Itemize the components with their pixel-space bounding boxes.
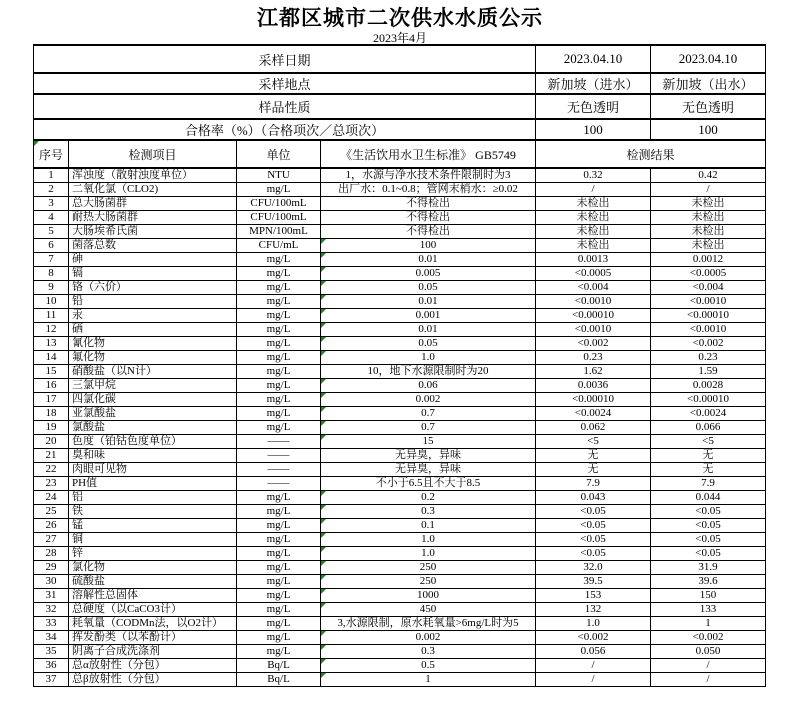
row-no: 34 [34,631,69,645]
result-inlet: 153 [536,589,651,603]
result-outlet: 0.23 [651,351,766,365]
unit: —— [237,435,321,449]
result-outlet: <0.0010 [651,323,766,337]
result-inlet: 未检出 [536,211,651,225]
table-row [34,547,766,561]
result-outlet: <0.05 [651,519,766,533]
table-row [34,631,766,645]
sampling-date-inlet: 2023.04.10 [536,45,651,73]
standard-value: 1.0 [321,351,536,365]
result-outlet: <0.0005 [651,267,766,281]
item-name: 耐热大肠菌群 [69,211,237,225]
standard-value: 1.0 [321,547,536,561]
table-row [34,463,766,477]
standard-value: 0.002 [321,631,536,645]
result-outlet: <0.05 [651,505,766,519]
info-row-sampling-location [34,73,766,94]
result-outlet: <0.002 [651,631,766,645]
table-row [34,659,766,673]
result-inlet: 未检出 [536,225,651,239]
standard-value: 0.3 [321,645,536,659]
header-no: 序号 [34,140,69,168]
row-no: 17 [34,393,69,407]
standard-value: 出厂水：0.1~0.8；管网末梢水：≥0.02 [321,183,536,197]
sample-nature-outlet: 无色透明 [651,94,766,119]
unit: mg/L [237,253,321,267]
standard-value: 0.7 [321,407,536,421]
result-outlet: / [651,183,766,197]
info-row-sampling-date [34,45,766,73]
row-no: 7 [34,253,69,267]
unit: mg/L [237,547,321,561]
unit: CFU/100mL [237,197,321,211]
result-inlet: 1.0 [536,617,651,631]
row-no: 37 [34,673,69,687]
result-inlet: <0.05 [536,519,651,533]
table-row [34,197,766,211]
item-name: 锰 [69,519,237,533]
item-name: 总硬度（以CaCO3计） [69,603,237,617]
result-outlet: <0.004 [651,281,766,295]
row-no: 29 [34,561,69,575]
sampling-date-outlet: 2023.04.10 [651,45,766,73]
table-row [34,533,766,547]
result-inlet: 无 [536,463,651,477]
standard-value: 100 [321,239,536,253]
item-name: 溶解性总固体 [69,589,237,603]
table-row [34,477,766,491]
standard-value: 0.001 [321,309,536,323]
result-outlet: <0.05 [651,547,766,561]
table-row [34,645,766,659]
item-name: 亚氯酸盐 [69,407,237,421]
result-outlet: 0.0028 [651,379,766,393]
item-name: 三氯甲烷 [69,379,237,393]
result-outlet: <0.002 [651,337,766,351]
item-name: 臭和味 [69,449,237,463]
result-outlet: <0.00010 [651,309,766,323]
table-row [34,337,766,351]
table-row [34,253,766,267]
row-no: 19 [34,421,69,435]
sample-nature-inlet: 无色透明 [536,94,651,119]
row-no: 4 [34,211,69,225]
unit: —— [237,477,321,491]
item-name: 铝 [69,491,237,505]
standard-value: 0.05 [321,337,536,351]
result-outlet: 1 [651,617,766,631]
table-row [34,351,766,365]
result-inlet: / [536,659,651,673]
table-row [34,323,766,337]
item-name: 汞 [69,309,237,323]
unit: —— [237,463,321,477]
result-outlet: 未检出 [651,211,766,225]
unit: mg/L [237,561,321,575]
unit: mg/L [237,407,321,421]
unit: mg/L [237,323,321,337]
unit: mg/L [237,617,321,631]
row-no: 35 [34,645,69,659]
standard-value: 0.1 [321,519,536,533]
table-row [34,239,766,253]
result-inlet: 0.056 [536,645,651,659]
unit: MPN/100mL [237,225,321,239]
item-name: 铁 [69,505,237,519]
sampling-location-label: 采样地点 [34,73,536,94]
item-name: 铜 [69,533,237,547]
standard-value: 250 [321,575,536,589]
info-row-sample-nature [34,94,766,119]
result-outlet: <0.0010 [651,295,766,309]
results-body [34,168,766,687]
table-row [34,603,766,617]
item-name: 铬（六价） [69,281,237,295]
item-name: 肉眼可见物 [69,463,237,477]
unit: mg/L [237,421,321,435]
row-no: 22 [34,463,69,477]
result-inlet: 无 [536,449,651,463]
unit: mg/L [237,631,321,645]
row-no: 18 [34,407,69,421]
row-no: 27 [34,533,69,547]
item-name: 硝酸盐（以N计） [69,365,237,379]
standard-value: 无异臭，异味 [321,463,536,477]
table-row [34,421,766,435]
row-no: 28 [34,547,69,561]
row-no: 3 [34,197,69,211]
table-row [34,281,766,295]
page-title: 江都区城市二次供水水质公示 [257,6,543,30]
result-outlet: / [651,659,766,673]
row-no: 30 [34,575,69,589]
unit: mg/L [237,589,321,603]
result-inlet: <0.05 [536,533,651,547]
row-no: 6 [34,239,69,253]
standard-value: 0.5 [321,659,536,673]
result-inlet: 132 [536,603,651,617]
row-no: 9 [34,281,69,295]
unit: —— [237,449,321,463]
result-outlet: 133 [651,603,766,617]
item-name: 阴离子合成洗涤剂 [69,645,237,659]
table-row [34,435,766,449]
item-name: 浑浊度（散射浊度单位） [69,168,237,183]
item-name: PH值 [69,477,237,491]
unit: mg/L [237,603,321,617]
item-name: 挥发酚类（以苯酚计） [69,631,237,645]
unit: mg/L [237,309,321,323]
result-outlet: 无 [651,449,766,463]
unit: mg/L [237,337,321,351]
result-inlet: / [536,183,651,197]
row-no: 8 [34,267,69,281]
result-inlet: 0.32 [536,168,651,183]
standard-value: 0.3 [321,505,536,519]
item-name: 镉 [69,267,237,281]
standard-value: 不得检出 [321,197,536,211]
page-subtitle: 2023年4月 [372,31,427,45]
pass-rate-label: 合格率（%）（合格项次／总项次） [34,119,536,140]
row-no: 14 [34,351,69,365]
unit: Bq/L [237,659,321,673]
table-row [34,295,766,309]
table-row [34,379,766,393]
water-quality-table [33,44,766,687]
header-standard: 《生活饮用水卫生标准》 GB5749 [321,140,536,168]
result-inlet: <0.002 [536,631,651,645]
standard-value: 无异臭，异味 [321,449,536,463]
row-no: 11 [34,309,69,323]
row-no: 12 [34,323,69,337]
table-row [34,365,766,379]
row-no: 1 [34,168,69,183]
table-row [34,309,766,323]
result-outlet: 未检出 [651,239,766,253]
standard-value: 0.01 [321,253,536,267]
table-row [34,561,766,575]
standard-value: 不小于6.5且不大于8.5 [321,477,536,491]
result-inlet: <0.05 [536,547,651,561]
table-row [34,575,766,589]
unit: mg/L [237,491,321,505]
unit: mg/L [237,519,321,533]
item-name: 大肠埃希氏菌 [69,225,237,239]
result-inlet: 7.9 [536,477,651,491]
table-row [34,491,766,505]
sample-nature-label: 样品性质 [34,94,536,119]
item-name: 色度（铂钴色度单位） [69,435,237,449]
unit: mg/L [237,379,321,393]
result-inlet: 未检出 [536,197,651,211]
table-row [34,519,766,533]
result-inlet: 39.5 [536,575,651,589]
table-row [34,589,766,603]
row-no: 32 [34,603,69,617]
item-name: 硫酸盐 [69,575,237,589]
result-inlet: <0.0005 [536,267,651,281]
table-row [34,449,766,463]
row-no: 15 [34,365,69,379]
standard-value: 0.01 [321,295,536,309]
row-no: 16 [34,379,69,393]
row-no: 25 [34,505,69,519]
row-no: 24 [34,491,69,505]
table-row [34,505,766,519]
result-outlet: 150 [651,589,766,603]
row-no: 10 [34,295,69,309]
header-unit: 单位 [237,140,321,168]
result-inlet: 32.0 [536,561,651,575]
table-row [34,393,766,407]
standard-value: 0.7 [321,421,536,435]
result-inlet: <0.00010 [536,309,651,323]
result-inlet: <0.002 [536,337,651,351]
info-row-pass-rate [34,119,766,140]
item-name: 总α放射性（分包） [69,659,237,673]
pass-rate-inlet: 100 [536,119,651,140]
result-inlet: <5 [536,435,651,449]
unit: mg/L [237,645,321,659]
table-row [34,183,766,197]
standard-value: 0.01 [321,323,536,337]
result-outlet: <5 [651,435,766,449]
standard-value: 1 [321,673,536,687]
result-outlet: 未检出 [651,197,766,211]
table-row [34,211,766,225]
result-outlet: 7.9 [651,477,766,491]
result-inlet: <0.0010 [536,323,651,337]
unit: mg/L [237,575,321,589]
row-no: 33 [34,617,69,631]
item-name: 总β放射性（分包） [69,673,237,687]
item-name: 氯化物 [69,561,237,575]
header-item: 检测项目 [69,140,237,168]
item-name: 氯酸盐 [69,421,237,435]
item-name: 二氧化氯（CLO2) [69,183,237,197]
row-no: 20 [34,435,69,449]
standard-value: 0.2 [321,491,536,505]
standard-value: 250 [321,561,536,575]
result-outlet: <0.00010 [651,393,766,407]
result-outlet: <0.0024 [651,407,766,421]
item-name: 菌落总数 [69,239,237,253]
result-outlet: 0.0012 [651,253,766,267]
unit: mg/L [237,351,321,365]
row-no: 5 [34,225,69,239]
row-no: 26 [34,519,69,533]
item-name: 硒 [69,323,237,337]
unit: mg/L [237,533,321,547]
unit: NTU [237,168,321,183]
standard-value: 15 [321,435,536,449]
standard-value: 3,水源限制，原水耗氧量>6mg/L时为5 [321,617,536,631]
result-inlet: 未检出 [536,239,651,253]
standard-value: 0.05 [321,281,536,295]
result-outlet: 39.6 [651,575,766,589]
unit: mg/L [237,295,321,309]
unit: mg/L [237,505,321,519]
sampling-location-inlet: 新加坡（进水） [536,73,651,94]
result-inlet: <0.05 [536,505,651,519]
unit: mg/L [237,183,321,197]
standard-value: 0.002 [321,393,536,407]
standard-value: 10，地下水源限制时为20 [321,365,536,379]
result-inlet: <0.0010 [536,295,651,309]
result-outlet: <0.05 [651,533,766,547]
table-row [34,225,766,239]
info-section [34,45,766,168]
standard-value: 450 [321,603,536,617]
table-row [34,267,766,281]
item-name: 总大肠菌群 [69,197,237,211]
unit: mg/L [237,281,321,295]
result-outlet: 0.42 [651,168,766,183]
result-inlet: 0.0013 [536,253,651,267]
unit: mg/L [237,267,321,281]
pass-rate-outlet: 100 [651,119,766,140]
row-no: 13 [34,337,69,351]
standard-value: 不得检出 [321,211,536,225]
item-name: 锌 [69,547,237,561]
item-name: 铅 [69,295,237,309]
table-row [34,617,766,631]
standard-value: 不得检出 [321,225,536,239]
unit: Bq/L [237,673,321,687]
row-no: 2 [34,183,69,197]
table-row [34,673,766,687]
item-name: 氟化物 [69,351,237,365]
item-name: 耗氧量（CODMn法，以O2计） [69,617,237,631]
result-inlet: <0.0024 [536,407,651,421]
sampling-date-label: 采样日期 [34,45,536,73]
item-name: 四氯化碳 [69,393,237,407]
result-outlet: 1.59 [651,365,766,379]
row-no: 36 [34,659,69,673]
table-row [34,407,766,421]
result-outlet: 0.050 [651,645,766,659]
standard-value: 1.0 [321,533,536,547]
result-inlet: <0.00010 [536,393,651,407]
unit: CFU/100mL [237,211,321,225]
standard-value: 0.005 [321,267,536,281]
result-inlet: 0.062 [536,421,651,435]
table-row [34,168,766,183]
unit: mg/L [237,393,321,407]
result-outlet: 0.044 [651,491,766,505]
result-inlet: / [536,673,651,687]
result-outlet: 31.9 [651,561,766,575]
result-inlet: 0.23 [536,351,651,365]
row-no: 23 [34,477,69,491]
result-outlet: 无 [651,463,766,477]
result-inlet: <0.004 [536,281,651,295]
header-result: 检测结果 [536,140,766,168]
row-no: 21 [34,449,69,463]
standard-value: 1，水源与净水技术条件限制时为3 [321,168,536,183]
sampling-location-outlet: 新加坡（出水） [651,73,766,94]
result-inlet: 1.62 [536,365,651,379]
result-outlet: 未检出 [651,225,766,239]
item-name: 氰化物 [69,337,237,351]
results-header-row [34,140,766,168]
row-no: 31 [34,589,69,603]
item-name: 砷 [69,253,237,267]
unit: mg/L [237,365,321,379]
result-outlet: / [651,673,766,687]
result-inlet: 0.043 [536,491,651,505]
standard-value: 1000 [321,589,536,603]
unit: CFU/mL [237,239,321,253]
standard-value: 0.06 [321,379,536,393]
result-inlet: 0.0036 [536,379,651,393]
result-outlet: 0.066 [651,421,766,435]
